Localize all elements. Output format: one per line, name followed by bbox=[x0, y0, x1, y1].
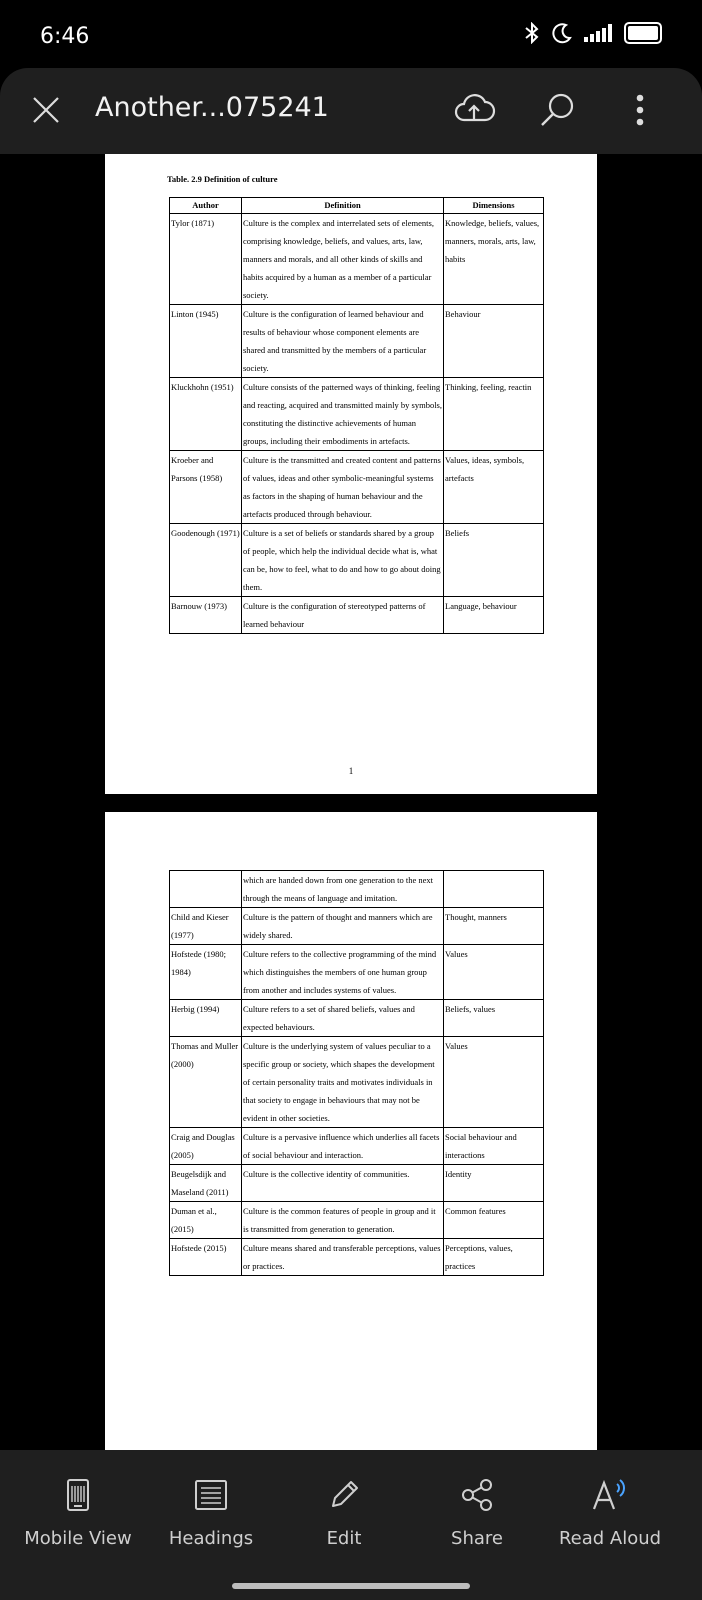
author-cell: Child and Kieser (1977) bbox=[170, 908, 242, 945]
home-indicator[interactable] bbox=[232, 1583, 470, 1589]
table-row bbox=[170, 1202, 544, 1239]
dimensions-cell: Perceptions, values, practices bbox=[444, 1239, 544, 1276]
author-cell: Craig and Douglas (2005) bbox=[170, 1128, 242, 1165]
table-row bbox=[170, 597, 544, 634]
pencil-icon bbox=[327, 1478, 361, 1512]
dimensions-cell: Common features bbox=[444, 1202, 544, 1239]
more-options-icon[interactable] bbox=[618, 88, 662, 132]
author-cell: Herbig (1994) bbox=[170, 1000, 242, 1037]
definition-cell: Culture is the configuration of learned behaviour and results of behaviour whose component elements are shared and transmitted by the members of a particular society. bbox=[242, 305, 444, 378]
dimensions-cell: Language, behaviour bbox=[444, 597, 544, 634]
headings-button[interactable] bbox=[141, 1478, 281, 1549]
header-author: Author bbox=[170, 198, 242, 214]
definition-cell: Culture means shared and transferable perceptions, values or practices. bbox=[242, 1239, 444, 1276]
header-dimensions: Dimensions bbox=[444, 198, 544, 214]
dimensions-cell: Values, ideas, symbols, artefacts bbox=[444, 451, 544, 524]
cloud-upload-icon[interactable] bbox=[452, 88, 496, 132]
document-view[interactable] bbox=[0, 154, 702, 1450]
definition-cell: Culture refers to a set of shared beliefs, values and expected behaviours. bbox=[242, 1000, 444, 1037]
share-label: Share bbox=[451, 1528, 503, 1549]
search-icon[interactable] bbox=[536, 88, 580, 132]
table-row bbox=[170, 214, 544, 305]
dimensions-cell: Social behaviour and interactions bbox=[444, 1128, 544, 1165]
table-row bbox=[170, 451, 544, 524]
page-number: 1 bbox=[348, 766, 354, 776]
close-icon[interactable] bbox=[28, 92, 64, 128]
culture-definitions-table-continued bbox=[169, 870, 544, 1276]
dimensions-cell: Knowledge, beliefs, values, manners, morals, arts, law, habits bbox=[444, 214, 544, 305]
mobile-view-label: Mobile View bbox=[24, 1528, 132, 1549]
dimensions-cell: Beliefs bbox=[444, 524, 544, 597]
table-row bbox=[170, 378, 544, 451]
dimensions-cell: Values bbox=[444, 1037, 544, 1128]
dimensions-cell: Beliefs, values bbox=[444, 1000, 544, 1037]
bottom-toolbar bbox=[0, 1450, 702, 1600]
edit-button[interactable] bbox=[274, 1478, 414, 1549]
header-definition: Definition bbox=[242, 198, 444, 214]
table-row bbox=[170, 871, 544, 908]
author-cell: Linton (1945) bbox=[170, 305, 242, 378]
headings-icon bbox=[194, 1478, 228, 1512]
dimensions-cell bbox=[444, 871, 544, 908]
culture-definitions-table bbox=[169, 197, 544, 634]
edit-label: Edit bbox=[326, 1528, 362, 1549]
author-cell bbox=[170, 871, 242, 908]
table-row bbox=[170, 1000, 544, 1037]
definition-cell: Culture is the collective identity of communities. bbox=[242, 1165, 444, 1202]
definition-cell: Culture is the configuration of stereotyped patterns of learned behaviour bbox=[242, 597, 444, 634]
document-page bbox=[105, 812, 597, 1450]
table-row bbox=[170, 1037, 544, 1128]
definition-cell: Culture is a pervasive influence which underlies all facets of social behaviour and interaction. bbox=[242, 1128, 444, 1165]
read-aloud-button[interactable] bbox=[540, 1478, 680, 1549]
bluetooth-icon bbox=[524, 22, 540, 44]
table-row bbox=[170, 1165, 544, 1202]
status-bar bbox=[0, 0, 702, 70]
definition-cell: Culture is the pattern of thought and manners which are widely shared. bbox=[242, 908, 444, 945]
author-cell: Hofstede (1980; 1984) bbox=[170, 945, 242, 1000]
table-caption: Table. 2.9 Definition of culture bbox=[167, 174, 278, 184]
author-cell: Kroeber and Parsons (1958) bbox=[170, 451, 242, 524]
author-cell: Beugelsdijk and Maseland (2011) bbox=[170, 1165, 242, 1202]
document-title: Another...075241 bbox=[95, 92, 329, 123]
document-page bbox=[105, 154, 597, 794]
battery-icon bbox=[624, 22, 662, 44]
table-row bbox=[170, 305, 544, 378]
signal-icon bbox=[584, 24, 612, 42]
dimensions-cell: Identity bbox=[444, 1165, 544, 1202]
top-app-bar bbox=[0, 68, 702, 154]
table-row bbox=[170, 524, 544, 597]
share-icon bbox=[460, 1478, 494, 1512]
definition-cell: Culture is the common features of people in group and it is transmitted from generation to generation. bbox=[242, 1202, 444, 1239]
table-row bbox=[170, 1128, 544, 1165]
author-cell: Thomas and Muller (2000) bbox=[170, 1037, 242, 1128]
table-row bbox=[170, 945, 544, 1000]
dimensions-cell: Thought, manners bbox=[444, 908, 544, 945]
dimensions-cell: Thinking, feeling, reactin bbox=[444, 378, 544, 451]
author-cell: Hofstede (2015) bbox=[170, 1239, 242, 1276]
status-icons bbox=[524, 22, 662, 44]
definition-cell: Culture is the underlying system of values peculiar to a specific group or society, which shapes the development of certain personality traits and motivates individuals in that society to engage in behaviours that may not be evident in other societies. bbox=[242, 1037, 444, 1128]
author-cell: Tylor (1871) bbox=[170, 214, 242, 305]
author-cell: Duman et al., (2015) bbox=[170, 1202, 242, 1239]
share-button[interactable] bbox=[407, 1478, 547, 1549]
definition-cell: Culture consists of the patterned ways of thinking, feeling and reacting, acquired and transmitted mainly by symbols, constituting the distinctive achievements of human groups, including their embodiments in artefacts. bbox=[242, 378, 444, 451]
read-aloud-label: Read Aloud bbox=[558, 1528, 662, 1549]
mobile-view-button[interactable] bbox=[8, 1478, 148, 1549]
author-cell: Goodenough (1971) bbox=[170, 524, 242, 597]
mobile-view-icon bbox=[63, 1478, 93, 1512]
author-cell: Barnouw (1973) bbox=[170, 597, 242, 634]
definition-cell: Culture is the complex and interrelated sets of elements, comprising knowledge, beliefs, and values, arts, law, manners and morals, and all other kinds of skills and habits acquired by a human as a member of a particular society. bbox=[242, 214, 444, 305]
definition-cell: Culture is a set of beliefs or standards shared by a group of people, which help the individual decide what is, what can be, how to feel, what to do and how to go about doing them. bbox=[242, 524, 444, 597]
dimensions-cell: Values bbox=[444, 945, 544, 1000]
dimensions-cell: Behaviour bbox=[444, 305, 544, 378]
do-not-disturb-moon-icon bbox=[552, 22, 572, 44]
table-row bbox=[170, 908, 544, 945]
definition-cell: Culture refers to the collective programming of the mind which distinguishes the members of one human group from another and includes systems of values. bbox=[242, 945, 444, 1000]
status-time: 6:46 bbox=[40, 24, 90, 49]
table-row bbox=[170, 1239, 544, 1276]
read-aloud-icon bbox=[590, 1478, 630, 1512]
author-cell: Kluckhohn (1951) bbox=[170, 378, 242, 451]
table-header-row bbox=[170, 198, 544, 214]
definition-cell: which are handed down from one generation to the next through the means of language and imitation. bbox=[242, 871, 444, 908]
definition-cell: Culture is the transmitted and created content and patterns of values, ideas and other symbolic-meaningful systems as factors in the shaping of human behaviour and the artefacts produced through behaviour. bbox=[242, 451, 444, 524]
headings-label: Headings bbox=[168, 1528, 254, 1549]
